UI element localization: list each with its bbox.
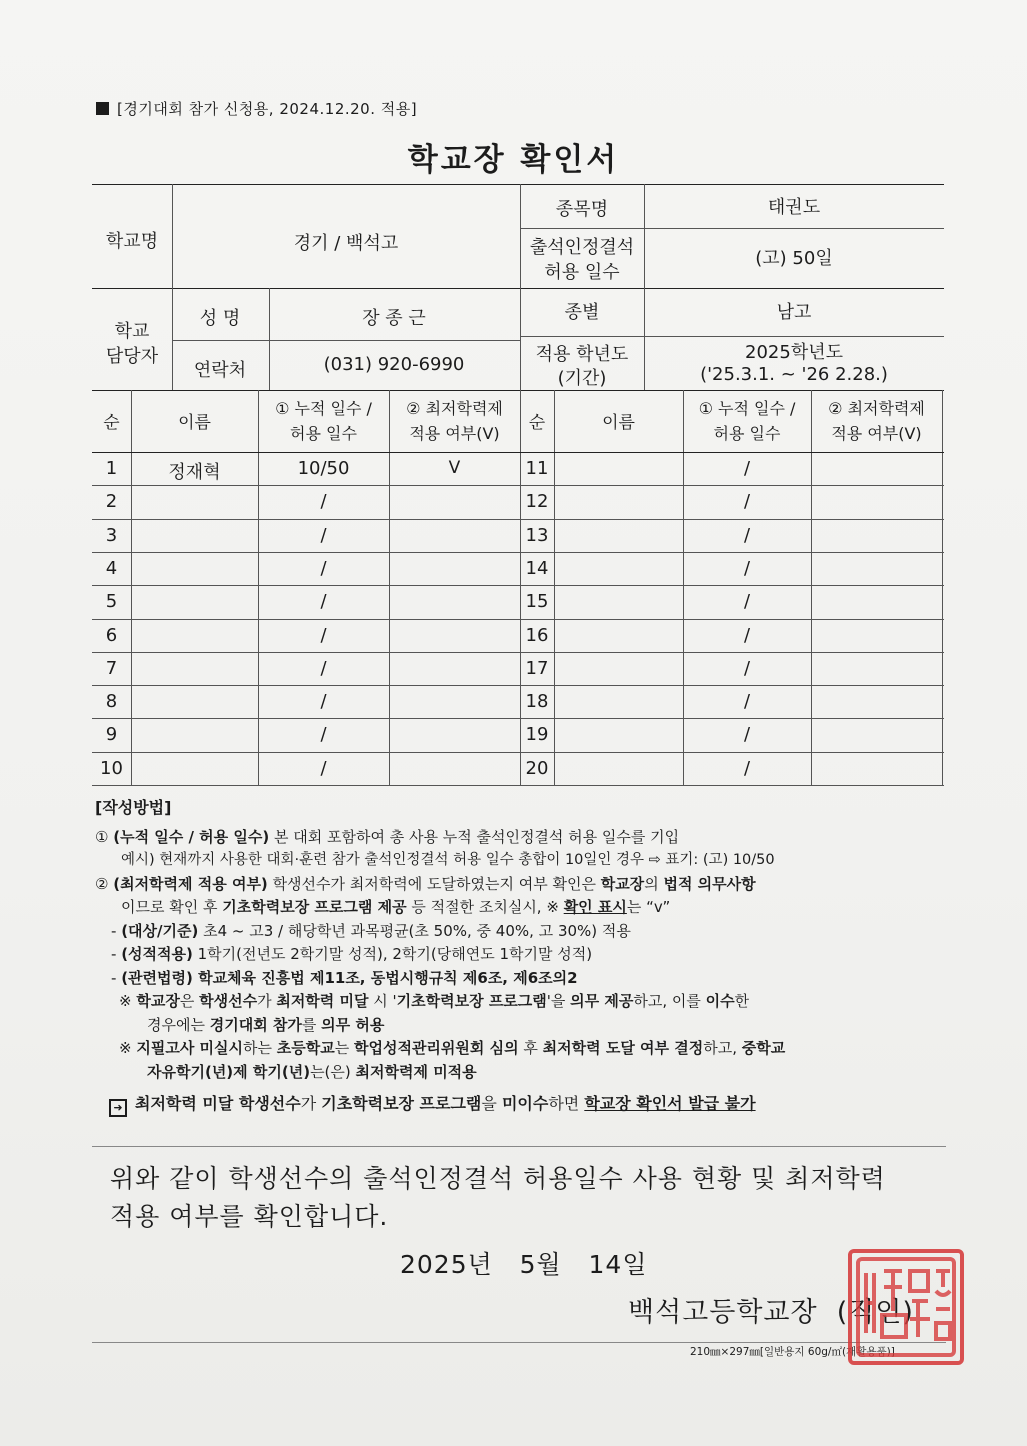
emphasis: 확인 표시 xyxy=(563,898,627,916)
table-row-days: / xyxy=(743,757,751,779)
column-header-days: 허용 일수 xyxy=(290,424,357,443)
text: 1학기(전년도 2학기말 성적), 2학기(당해연도 1학기말 성적) xyxy=(192,945,593,963)
header-vline xyxy=(172,184,173,390)
header-line xyxy=(520,228,944,229)
column-header-no: 순 xyxy=(528,413,546,433)
table-row-number: 20 xyxy=(525,757,549,779)
table-row-days: / xyxy=(743,458,751,479)
table-row-line xyxy=(92,652,944,653)
emphasis: 학생선수 xyxy=(199,992,258,1010)
table-row-number: 5 xyxy=(105,591,118,613)
table-row-number: 14 xyxy=(525,557,549,579)
header-bottom-border xyxy=(92,390,944,391)
instruction-item xyxy=(95,1014,955,1038)
instruction-item xyxy=(95,826,955,850)
table-row-number: 15 xyxy=(525,591,549,613)
divider xyxy=(92,1146,946,1147)
table-row-number: 7 xyxy=(105,657,118,679)
seal-stamp-graphic xyxy=(852,1253,960,1361)
instruction-item xyxy=(95,1061,955,1085)
marker: - xyxy=(111,945,122,963)
column-header-no: 순 xyxy=(103,413,120,433)
warning-line xyxy=(95,1092,955,1117)
paper-size-note: 210㎜×297㎜[일반용지 60g/㎡(재활용품)] xyxy=(690,1346,895,1358)
column-header-name: 이름 xyxy=(602,413,635,433)
emphasis: 학교장 확인서 발급 불가 xyxy=(584,1094,756,1113)
emphasis: 기초학력보장 프로그램 xyxy=(396,992,547,1010)
header-line xyxy=(520,336,944,337)
emphasis: (관련법령) 학교체육 진흥법 제11조, 동법시행규칙 제6조, 제6조의2 xyxy=(121,968,578,987)
contact-label: 연락처 xyxy=(193,360,247,381)
text: 경우에는 xyxy=(147,1015,210,1034)
table-row-number: 9 xyxy=(105,724,118,746)
year-label-line2: (기간) xyxy=(557,368,607,389)
emphasis: 이수 xyxy=(705,992,735,1010)
emphasis: (성적적용) xyxy=(121,945,193,963)
issue-date: 2025년 5월 14일 xyxy=(400,1250,648,1279)
emphasis: 최저학력 도달 여부 결정 xyxy=(542,1039,704,1057)
text: 가 xyxy=(257,992,277,1010)
header-top-border xyxy=(92,184,944,185)
document-title: 학교장 확인서 xyxy=(407,142,620,178)
emphasis: 자유학기(년)제 학기(년) xyxy=(147,1062,311,1081)
marker: - xyxy=(111,921,122,940)
table-row-line xyxy=(92,485,944,486)
school-value: 경기 / 백석고 xyxy=(293,233,399,254)
marker: ※ xyxy=(119,992,137,1010)
emphasis: (최저학력제 적용 여부) xyxy=(113,874,268,893)
table-row-line xyxy=(92,752,944,753)
table-row-days: / xyxy=(320,524,327,546)
emphasis: 기초학력보장 프로그램 xyxy=(321,1094,482,1113)
confirmation-line: 적용 여부를 확인합니다. xyxy=(110,1202,389,1231)
staff-label-line2: 담당자 xyxy=(105,346,159,367)
form-usage-note xyxy=(96,98,417,119)
table-row-number: 10 xyxy=(100,757,123,779)
column-header-days: ① 누적 일수 / xyxy=(275,399,372,418)
marker: ② xyxy=(95,874,114,893)
column-header-min-achievement: 적용 여부(V) xyxy=(409,424,500,443)
table-row-days: / xyxy=(743,491,751,513)
text: 초4 ~ 고3 / 해당학년 과목평균(초 50%, 중 40%, 고 30%) 적용 xyxy=(198,921,631,940)
text: 를 xyxy=(301,1015,322,1034)
staff-name-value: 장 종 근 xyxy=(362,308,426,329)
table-row-days: / xyxy=(743,524,751,546)
header-vline xyxy=(644,184,645,390)
text: 하고, xyxy=(703,1039,742,1057)
text: 는(은) xyxy=(310,1062,356,1081)
table-row-days: / xyxy=(320,491,327,513)
event-value: 태권도 xyxy=(767,197,821,218)
instruction-item: 예시) 현재까지 사용한 대회·훈련 참가 출석인정결석 허용 일수 총합이 10일인 경우 ⇨ 표기: (고) 10/50 xyxy=(121,852,775,868)
instructions xyxy=(95,796,955,1117)
table-row-days: / xyxy=(743,591,751,613)
table-row-days: / xyxy=(320,591,327,613)
header-line xyxy=(92,288,944,289)
text: '을 xyxy=(546,992,571,1010)
table-row-days: / xyxy=(743,624,751,646)
marker: - xyxy=(111,968,122,987)
emphasis: 미이수 xyxy=(501,1094,549,1113)
table-row-number: 18 xyxy=(525,691,549,713)
column-header-min-achievement: 적용 여부(V) xyxy=(831,424,922,443)
instruction-item xyxy=(95,896,955,920)
year-value-line2: ('25.3.1. ~ '26 2.28.) xyxy=(700,364,888,385)
table-row-line xyxy=(92,585,944,586)
emphasis: 경기대회 참가 xyxy=(209,1015,302,1034)
text: 본 대회 포함하여 총 사용 누적 출석인정결석 허용 일수를 기입 xyxy=(269,827,680,846)
emphasis: 법적 의무사항 xyxy=(663,874,756,893)
table-row-number: 4 xyxy=(105,557,118,579)
emphasis: 의무 제공 xyxy=(570,992,634,1010)
table-vline xyxy=(258,390,259,785)
table-row-number: 6 xyxy=(105,624,118,646)
table-vline xyxy=(131,390,132,785)
marker: ※ xyxy=(119,1039,137,1057)
table-row-line xyxy=(92,685,944,686)
emphasis: 지필고사 미실시 xyxy=(136,1039,243,1057)
emphasis: 의무 허용 xyxy=(321,1015,385,1034)
absence-value: (고) 50일 xyxy=(755,248,833,269)
instruction-item xyxy=(95,920,955,944)
event-label: 종목명 xyxy=(555,199,609,220)
arrow-box-icon: ➜ xyxy=(109,1099,127,1117)
absence-label-line1: 출석인정결석 xyxy=(529,237,635,258)
emphasis: 초등학교 xyxy=(276,1039,335,1057)
table-vline xyxy=(389,390,390,785)
staff-label-line1: 학교 xyxy=(114,321,150,342)
table-row-name: 정재혁 xyxy=(168,462,221,483)
emphasis: 학업성적관리위원회 심의 xyxy=(353,1039,519,1057)
instruction-item xyxy=(95,943,955,967)
text: 시 ' xyxy=(368,992,397,1010)
official-seal-stamp xyxy=(848,1249,964,1365)
year-value-line1: 2025학년도 xyxy=(745,342,843,363)
black-square-icon xyxy=(96,102,109,115)
text: 을 xyxy=(481,1094,502,1113)
emphasis: 기초학력보장 프로그램 제공 xyxy=(222,898,407,916)
table-row-days: 10/50 xyxy=(297,458,350,479)
text: 후 xyxy=(518,1039,543,1057)
marker: ① xyxy=(95,827,114,846)
table-row-number: 12 xyxy=(525,491,549,513)
emphasis: 중학교 xyxy=(741,1039,786,1057)
table-row-days: / xyxy=(743,691,751,713)
instruction-item xyxy=(95,873,955,897)
gender-label: 종별 xyxy=(564,302,600,323)
table-row-days: / xyxy=(320,557,327,579)
table-row-days: / xyxy=(743,557,751,579)
header-vline xyxy=(520,184,521,390)
text: 한 xyxy=(734,992,750,1010)
text: 가 xyxy=(300,1094,322,1113)
table-row-number: 11 xyxy=(525,458,549,479)
column-header-min-achievement: ② 최저학력제 xyxy=(828,399,925,418)
text: 하면 xyxy=(548,1094,585,1113)
text: 하는 xyxy=(243,1039,277,1057)
table-row-number: 1 xyxy=(105,458,118,479)
table-row-number: 16 xyxy=(525,624,549,646)
text: 의 xyxy=(644,874,664,893)
table-row-check: V xyxy=(448,458,461,478)
emphasis: 학교장 xyxy=(136,992,180,1010)
table-row-line xyxy=(92,718,944,719)
form-usage-note-text: [경기대회 참가 신청용, 2024.12.20. 적용] xyxy=(117,100,418,118)
gender-value: 남고 xyxy=(776,302,812,323)
table-row-days: / xyxy=(320,757,327,779)
table-row-number: 17 xyxy=(525,657,549,679)
text: 는 “v” xyxy=(626,898,671,916)
table-row-number: 19 xyxy=(525,724,549,746)
table-vline xyxy=(942,390,943,785)
school-label: 학교명 xyxy=(105,231,159,252)
emphasis: (누적 일수 / 허용 일수) xyxy=(113,827,270,846)
emphasis: 학교장 xyxy=(600,874,645,893)
text: 하고, 이를 xyxy=(633,992,706,1010)
year-label-line1: 적용 학년도 xyxy=(535,344,629,365)
table-row-line xyxy=(92,785,944,786)
table-vline xyxy=(520,390,521,785)
table-vline xyxy=(554,390,555,785)
instructions-heading: [작성방법] xyxy=(95,798,172,817)
table-vline xyxy=(683,390,684,785)
divider xyxy=(92,1342,946,1343)
table-row-days: / xyxy=(320,657,327,679)
contact-value: (031) 920-6990 xyxy=(323,354,465,375)
column-header-days: ① 누적 일수 / xyxy=(698,399,796,418)
emphasis: 최저학력 미달 학생선수 xyxy=(135,1094,301,1113)
staff-name-label: 성 명 xyxy=(199,308,241,329)
table-row-days: / xyxy=(320,691,327,713)
confirmation-line: 위와 같이 학생선수의 출석인정결석 허용일수 사용 현황 및 최저학력 xyxy=(110,1164,886,1193)
table-header-line xyxy=(92,452,944,453)
table-row-line xyxy=(92,552,944,553)
text: 은 xyxy=(179,992,200,1010)
column-header-name: 이름 xyxy=(178,413,211,433)
table-row-number: 13 xyxy=(525,524,549,546)
text: 이므로 확인 후 xyxy=(121,898,223,916)
table-row-days: / xyxy=(743,657,751,679)
table-vline xyxy=(811,390,812,785)
table-row-number: 8 xyxy=(105,691,118,713)
instruction-item xyxy=(95,990,955,1014)
header-line xyxy=(172,340,520,341)
absence-label-line2: 허용 일수 xyxy=(544,262,620,283)
text: 는 xyxy=(334,1039,354,1057)
table-row-days: / xyxy=(320,724,327,746)
table-row-line xyxy=(92,519,944,520)
table-row-line xyxy=(92,619,944,620)
table-row-days: / xyxy=(743,724,751,746)
text: 등 적절한 조치실시, ※ xyxy=(406,898,564,916)
instruction-item xyxy=(95,967,955,991)
table-row-number: 3 xyxy=(105,524,118,546)
emphasis: (대상/기준) xyxy=(121,921,199,940)
instruction-item xyxy=(95,1037,955,1061)
principal-signature: 백석고등학교장 (직인) xyxy=(628,1297,914,1328)
table-row-number: 2 xyxy=(105,491,118,513)
header-vline xyxy=(269,288,270,390)
text: 학생선수가 최저학력에 도달하였는지 여부 확인은 xyxy=(267,874,601,893)
table-row-days: / xyxy=(320,624,327,646)
emphasis: 최저학력 미달 xyxy=(276,992,369,1010)
column-header-min-achievement: ② 최저학력제 xyxy=(406,399,503,418)
confirmation-statement xyxy=(110,1160,950,1236)
emphasis: 최저학력제 미적용 xyxy=(355,1062,477,1081)
column-header-days: 허용 일수 xyxy=(713,424,781,443)
